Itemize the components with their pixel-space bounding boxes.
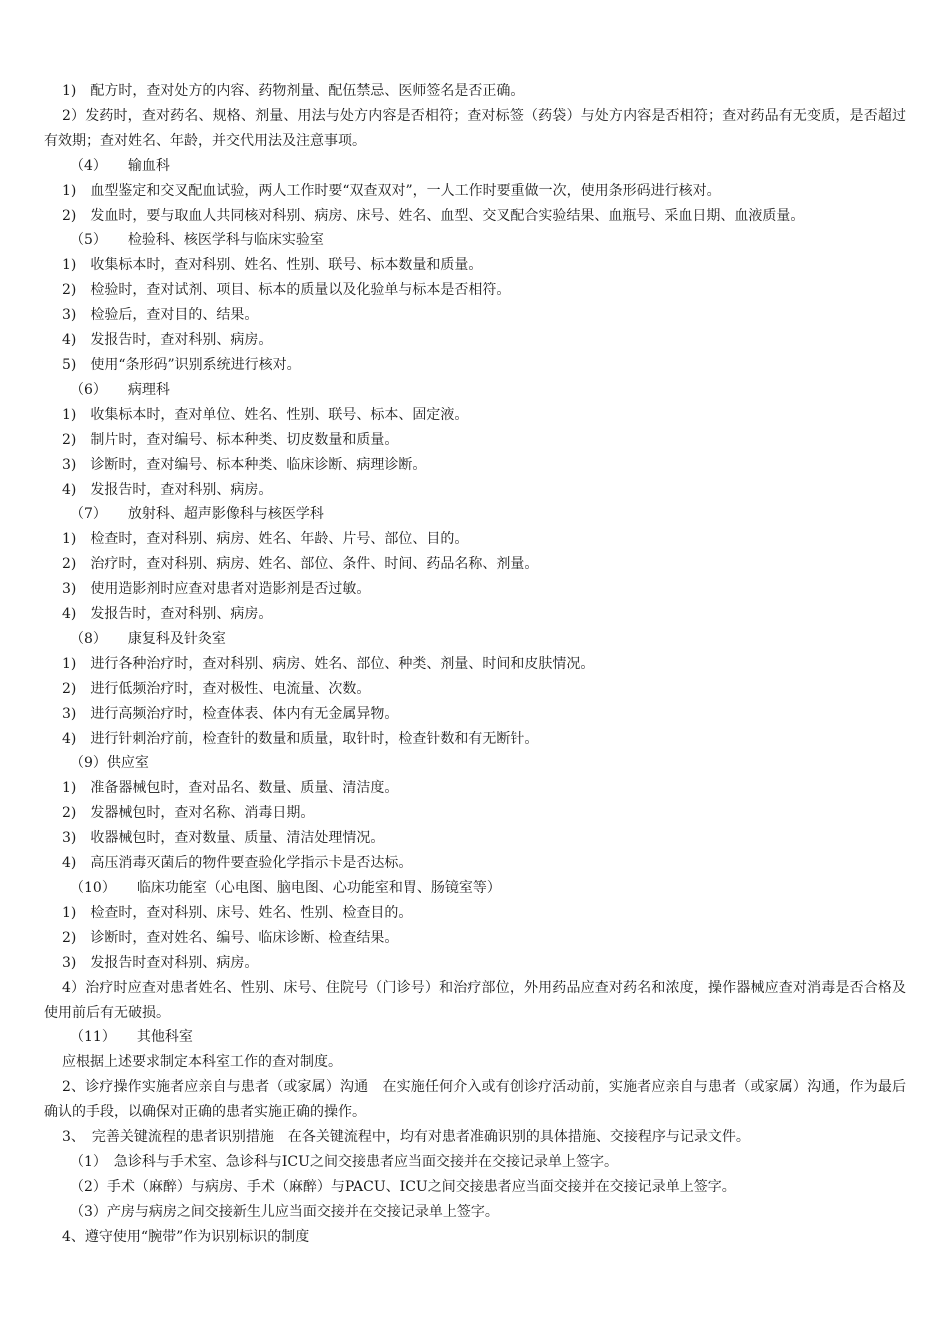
section-heading: （2）手术（麻醉）与病房、手术（麻醉）与PACU、ICU之间交接患者应当面交接并在交接记录单上签字。 (70, 1178, 736, 1195)
text-paragraph: 4）治疗时应查对患者姓名、性别、床号、住院号（门诊号）和治疗部位，外用药品应查对药名和浓度，操作器械应查对消毒是否合格及使用前后有无破损。 (44, 979, 906, 1021)
document-body (44, 79, 906, 1250)
list-item: 3) 进行高频治疗时，检查体表、体内有无金属异物。 (62, 705, 399, 722)
text-paragraph: 2）发药时，查对药名、规格、剂量、用法与处方内容是否相符；查对标签（药袋）与处方内容是否相符；查对药品有无变质，是否超过有效期；查对姓名、年龄，并交代用法及注意事项。 (44, 107, 906, 149)
section-heading: （10） 临床功能室（心电图、脑电图、心功能室和胃、肠镜室等） (70, 880, 501, 896)
list-item: 2) 发器械包时，查对名称、消毒日期。 (62, 805, 315, 822)
list-item: 2) 发血时，要与取血人共同核对科别、病房、床号、姓名、血型、交叉配合实验结果、血瓶号、采血日期、血液质量。 (62, 207, 805, 224)
list-item: 4、遵守使用“腕带”作为识别标识的制度 (62, 1228, 310, 1245)
list-item: 1) 准备器械包时，查对品名、数量、质量、清洁度。 (62, 780, 399, 797)
list-item: 2) 进行低频治疗时，查对极性、电流量、次数。 (62, 680, 371, 697)
section-heading: （1） 急诊科与手术室、急诊科与ICU之间交接患者应当面交接并在交接记录单上签字。 (70, 1153, 618, 1170)
section-heading: （6） 病理科 (70, 381, 170, 398)
list-item: 3) 发报告时查对科别、病房。 (62, 954, 259, 971)
list-item: 3) 收器械包时，查对数量、质量、清洁处理情况。 (62, 830, 385, 847)
section-heading: （3）产房与病房之间交接新生儿应当面交接并在交接记录单上签字。 (70, 1203, 499, 1220)
section-heading: （4） 输血科 (70, 157, 170, 174)
section-heading: （7） 放射科、超声影像科与核医学科 (70, 506, 324, 523)
list-item: 3、 完善关键流程的患者识别措施 在各关键流程中，均有对患者准确识别的具体措施、交接程序与记录文件。 (62, 1129, 750, 1146)
list-item: 应根据上述要求制定本科室工作的查对制度。 (62, 1054, 342, 1071)
section-heading: （5） 检验科、核医学科与临床实验室 (70, 232, 324, 249)
list-item: 1) 血型鉴定和交叉配血试验，两人工作时要“双查双对”，一人工作时要重做一次，使用条形码进行核对。 (62, 182, 721, 199)
section-heading: （8） 康复科及针灸室 (70, 630, 226, 647)
list-item: 2) 治疗时，查对科别、病房、姓名、部位、条件、时间、药品名称、剂量。 (62, 556, 539, 573)
list-item: 4) 进行针刺治疗前，检查针的数量和质量，取针时，检查针数和有无断针。 (62, 730, 539, 747)
list-item: 3) 检验后，查对目的、结果。 (62, 307, 259, 324)
list-item: 4) 发报告时，查对科别、病房。 (62, 606, 273, 623)
section-heading: （11） 其他科室 (70, 1029, 193, 1046)
text-paragraph: 2、诊疗操作实施者应亲自与患者（或家属）沟通 在实施任何介入或有创诊疗活动前，实施者应亲自与患者（或家属）沟通，作为最后确认的手段，以确保对正确的患者实施正确的操作。 (44, 1079, 906, 1121)
list-item: 3) 诊断时，查对编号、标本种类、临床诊断、病理诊断。 (62, 456, 427, 473)
list-item: 5) 使用“条形码”识别系统进行核对。 (62, 356, 301, 373)
list-item: 1) 收集标本时，查对科别、姓名、性别、联号、标本数量和质量。 (62, 257, 483, 274)
list-item: 1) 配方时，查对处方的内容、药物剂量、配伍禁忌、医师签名是否正确。 (62, 83, 525, 99)
list-item: 4) 发报告时，查对科别、病房。 (62, 332, 273, 349)
list-item: 1) 检查时，查对科别、床号、姓名、性别、检查目的。 (62, 904, 413, 921)
list-item: 4) 高压消毒灭菌后的物件要查验化学指示卡是否达标。 (62, 855, 413, 872)
list-item: 1) 进行各种治疗时，查对科别、病房、姓名、部位、种类、剂量、时间和皮肤情况。 (62, 655, 595, 672)
list-item: 1) 收集标本时，查对单位、姓名、性别、联号、标本、固定液。 (62, 406, 469, 423)
list-item: 2) 制片时，查对编号、标本种类、切皮数量和质量。 (62, 431, 399, 448)
list-item: 2) 检验时，查对试剂、项目、标本的质量以及化验单与标本是否相符。 (62, 282, 511, 299)
list-item: 3) 使用造影剂时应查对患者对造影剂是否过敏。 (62, 581, 371, 598)
list-item: 4) 发报告时，查对科别、病房。 (62, 481, 273, 498)
list-item: 2) 诊断时，查对姓名、编号、临床诊断、检查结果。 (62, 929, 399, 946)
list-item: 1) 检查时，查对科别、病房、姓名、年龄、片号、部位、目的。 (62, 531, 469, 548)
section-heading: （9）供应室 (70, 755, 149, 772)
